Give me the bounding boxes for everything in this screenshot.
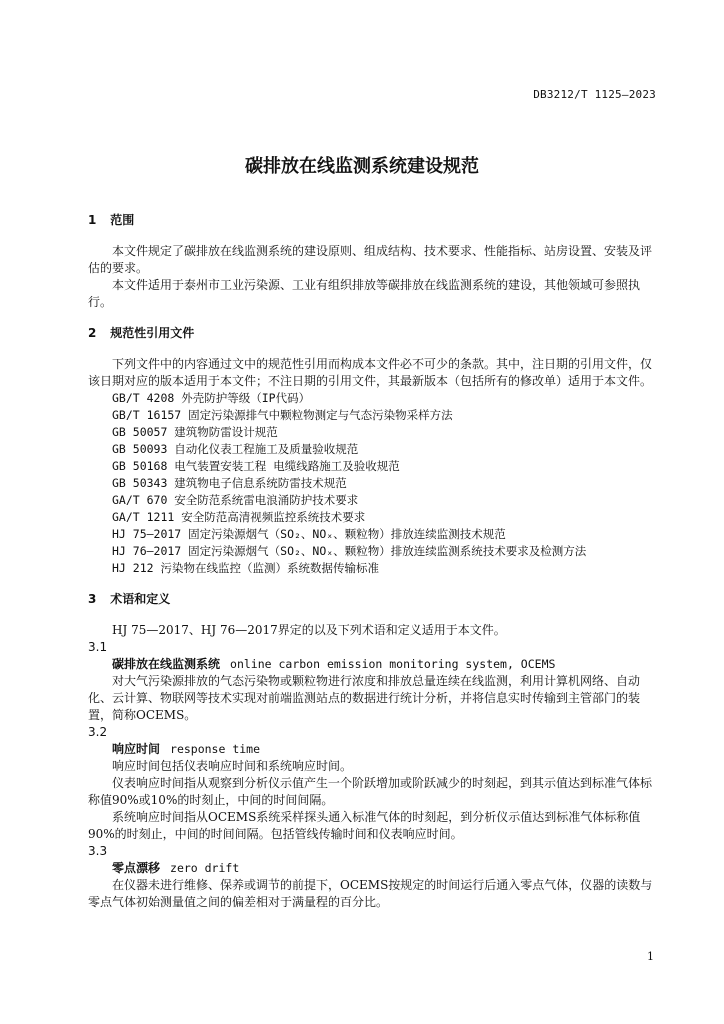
- term-en: response time: [170, 742, 261, 756]
- reference-item: GB 50057 建筑物防雷设计规范: [112, 425, 278, 439]
- section-number: 2: [88, 326, 97, 340]
- term-en: online carbon emission monitoring system, OCEMS: [230, 657, 556, 671]
- term-title: [88, 741, 656, 758]
- paragraph: 在仪器未进行维修、保养或调节的前提下，OCEMS按规定的时间运行后通入零点气体，仪器的读数与零点气体初始测量值之间的偏差相对于满量程的百分比。: [88, 878, 653, 909]
- paragraph: 对大气污染源排放的气态污染物或颗粒物进行浓度和排放总量连续在线监测，利用计算机网络、自动化、云计算、物联网等技术实现对前端监测站点的数据进行统计分析，并将信息实时传输到主管部门的装置，简称OCEMS。: [88, 674, 641, 722]
- reference-item: HJ 75—2017 固定污染源烟气（SO₂、NOₓ、颗粒物）排放连续监测技术规范: [112, 527, 506, 541]
- reference-item: GA/T 1211 安全防范高清视频监控系统技术要求: [112, 510, 366, 524]
- section-title: 范围: [110, 213, 135, 227]
- term-cn: 响应时间: [112, 742, 161, 756]
- paragraph: 响应时间包括仪表响应时间和系统响应时间。: [112, 759, 353, 773]
- term-en: zero drift: [170, 861, 240, 875]
- paragraph: HJ 75—2017、HJ 76—2017界定的以及下列术语和定义适用于本文件。: [112, 623, 506, 637]
- section-2-heading: [88, 325, 656, 342]
- reference-item: GB 50343 建筑物电子信息系统防雷技术规范: [112, 476, 347, 490]
- reference-item: HJ 76—2017 固定污染源烟气（SO₂、NOₓ、颗粒物）排放连续监测系统技术要求及检测方法: [112, 544, 587, 558]
- section-number: 3: [88, 592, 97, 606]
- term-cn: 碳排放在线监测系统: [112, 657, 221, 671]
- section-3-heading: [88, 591, 656, 608]
- document-title: 碳排放在线监测系统建设规范: [245, 156, 479, 177]
- term-cn: 零点漂移: [112, 861, 161, 875]
- document-body: [88, 212, 656, 911]
- paragraph: 仪表响应时间指从观察到分析仪示值产生一个阶跃增加或阶跃减少的时刻起，到其示值达到标准气体标称值90%或10%的时刻止，中间的时间间隔。: [88, 776, 653, 807]
- paragraph: 系统响应时间指从OCEMS系统采样探头通入标准气体的时刻起，到分析仪示值达到标准气体标称值90%的时刻止，中间的时间间隔。包括管线传输时间和仪表响应时间。: [88, 810, 641, 841]
- term-number: 3.3: [88, 844, 108, 858]
- reference-item: GB/T 16157 固定污染源排气中颗粒物测定与气态污染物采样方法: [112, 408, 453, 422]
- section-number: 1: [88, 213, 97, 227]
- term-number: 3.2: [88, 725, 108, 739]
- reference-item: HJ 212 污染物在线监控（监测）系统数据传输标准: [112, 561, 379, 575]
- standard-code: DB3212/T 1125—2023: [533, 88, 656, 101]
- term-title: [88, 656, 656, 673]
- reference-item: GA/T 670 安全防范系统雷电浪涌防护技术要求: [112, 493, 359, 507]
- reference-item: GB 50093 自动化仪表工程施工及质量验收规范: [112, 442, 359, 456]
- paragraph: 下列文件中的内容通过文中的规范性引用而构成本文件必不可少的条款。其中，注日期的引用文件，仅该日期对应的版本适用于本文件；不注日期的引用文件，其最新版本（包括所有的修改单）适用于本文件。: [88, 357, 653, 388]
- term-number: 3.1: [88, 640, 108, 654]
- page-number: 1: [647, 950, 654, 963]
- reference-item: GB 50168 电气装置安装工程 电缆线路施工及验收规范: [112, 459, 400, 473]
- reference-item: GB/T 4208 外壳防护等级（IP代码）: [112, 391, 311, 405]
- section-title: 规范性引用文件: [110, 326, 195, 340]
- section-1-heading: [88, 212, 656, 229]
- term-title: [88, 860, 656, 877]
- paragraph: 本文件适用于泰州市工业污染源、工业有组织排放等碳排放在线监测系统的建设，其他领域可参照执行。: [88, 278, 641, 309]
- section-title: 术语和定义: [110, 592, 171, 606]
- paragraph: 本文件规定了碳排放在线监测系统的建设原则、组成结构、技术要求、性能指标、站房设置、安装及评估的要求。: [88, 244, 653, 275]
